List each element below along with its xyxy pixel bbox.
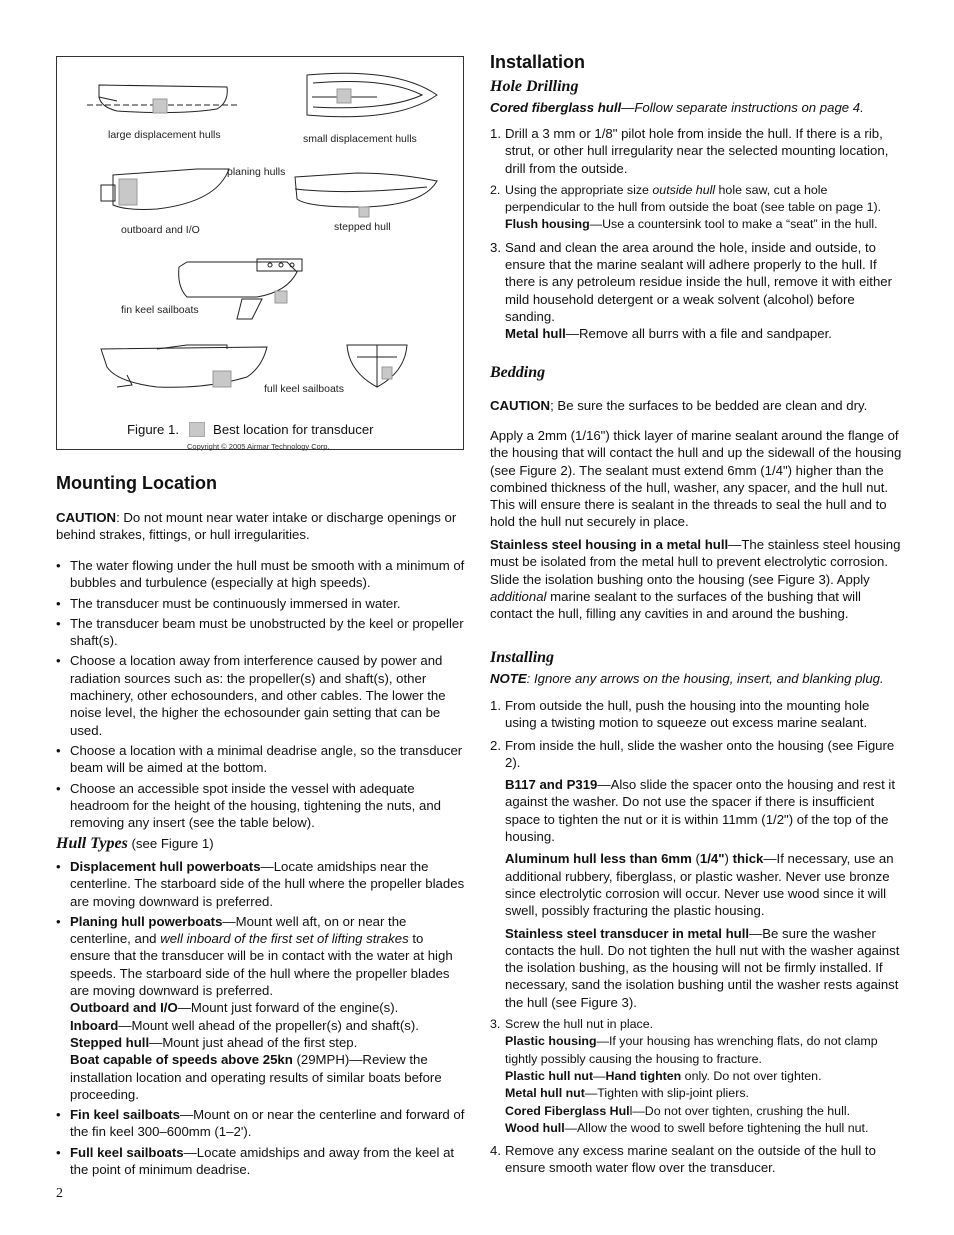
full-keel-sailboat-drawing	[101, 345, 407, 387]
small-displacement-hull-drawing	[307, 73, 437, 117]
list-item: • The transducer must be continuously immersed in water.	[56, 595, 466, 612]
hull-types-list	[56, 858, 466, 1178]
list-item: • Full keel sailboats—Locate amidships and away from the keel at the point of minimum deadrise.	[56, 1144, 466, 1179]
installing-steps	[490, 697, 902, 1177]
installation-heading: Installation	[490, 52, 586, 72]
cored-hull-note: Cored fiberglass hull—Follow separate instructions on page 4.	[490, 100, 864, 115]
label-stepped-hull: stepped hull	[334, 221, 391, 233]
transducer-location-swatch	[189, 422, 205, 437]
list-item: 3. Screw the hull nut in place. Plastic housing—If your housing has wrenching flats, do not clamp tightly possibly causing the housing to fracture. Plastic hull nut—Hand tighten only. Do not over tighten. Metal hull nut—Tighten with slip-joint pliers. Cored Fiberglass Hull—Do not over tighten, crushing the hull. Wood hull—Allow the wood to swell before tightening the hull nut.	[490, 1017, 878, 1135]
hole-drilling-steps	[490, 125, 902, 343]
list-item: 2. From inside the hull, slide the washer onto the housing (see Figure 2). B117 and P319—Also slide the spacer onto the housing and rest it against the washer. Do not use the spacer if there is insufficient space to tighten the nut or it is within 11mm (1/2") of the top of the housing. Aluminum hull less than 6mm (1/4") thick—If necessary, use an additional rubbery, fiberglass, or plastic washer. Never use bronze since electrolytic corrosion will occur. Never use wood since it will swell, possibly fracturing the plastic housing. Stainless steel transducer in metal hull—Be sure the washer contacts the hull. Do not tighten the hull nut with the washer against the isolation bushing, as the housing will not be firmly installed. If necessary, sand the isolation bushing until the washer rests against the hull (see Figure 3).	[490, 737, 900, 1010]
mounting-bullet-list	[56, 557, 466, 831]
label-large-displacement-hulls: large displacement hulls	[108, 129, 221, 141]
list-item: 3. Sand and clean the area around the hole, inside and outside, to ensure that the marine sealant will adhere properly to the hull. If there is any petroleum residue inside the hull, remove it with either mild household detergent or a weak solvent (alcohol) before sanding. Metal hull—Remove all burrs with a file and sandpaper.	[490, 239, 893, 342]
bedding-caution: CAUTION; Be sure the surfaces to be bedded are clean and dry.	[490, 398, 868, 413]
list-item: • Choose a location with a minimal deadrise angle, so the transducer beam will be aimed at the bottom.	[56, 742, 466, 777]
list-item: • Choose a location away from interference caused by power and radiation sources such as: the propeller(s) and shaft(s), other machinery, other echosounders, and other cables. The lower the noise level, the higher the echosounder gain setting that can be used.	[56, 652, 466, 738]
figure-1	[56, 56, 464, 450]
label-small-displacement-hulls: small displacement hulls	[303, 133, 417, 145]
list-item: • Choose an accessible spot inside the vessel with adequate headroom for the height of the housing, tightening the nuts, and removing any insert (see the table below).	[56, 780, 466, 832]
bedding-heading: Bedding	[490, 364, 546, 381]
list-item: • The water flowing under the hull must be smooth with a minimum of bubbles and turbulence (especially at high speeds).	[56, 557, 466, 592]
hole-drilling-heading: Hole Drilling	[490, 78, 579, 95]
label-fin-keel: fin keel sailboats	[121, 304, 199, 316]
hull-illustrations	[57, 57, 463, 449]
mounting-caution: CAUTION: Do not mount near water intake or discharge openings or behind strakes, fittings, or hull irregularities.	[56, 510, 457, 543]
figure-number: Figure 1.	[127, 422, 180, 437]
hull-types-heading: Hull Types (see Figure 1)	[56, 835, 214, 852]
stainless-steel-paragraph: Stainless steel housing in a metal hull—The stainless steel housing must be isolated from the metal hull to prevent electrolytic corrosion. Slide the isolation bushing onto the housing (see Figure 3). Apply additional marine sealant to the surfaces of the bushing that will contact the hull, filling any cavities in and around the bushing.	[490, 537, 901, 622]
list-item: • Displacement hull powerboats—Locate amidships near the centerline. The starboard side of the hull where the propeller blades are moving downward is preferred.	[56, 858, 466, 910]
list-item: 1. Drill a 3 mm or 1/8" pilot hole from inside the hull. If there is a rib, strut, or other hull irregularity near the selected mounting location, drill from the outside.	[490, 126, 889, 176]
large-displacement-hull-drawing	[87, 85, 237, 113]
label-outboard: outboard and I/O	[121, 224, 200, 236]
list-item: • The transducer beam must be unobstructed by the keel or propeller shaft(s).	[56, 615, 466, 650]
outboard-hull-drawing	[101, 169, 229, 210]
figure-caption-text: Best location for transducer	[213, 422, 374, 437]
copyright: Copyright © 2005 Airmar Technology Corp.	[187, 442, 330, 451]
list-item: 4. Remove any excess marine sealant on the outside of the hull to ensure smooth water flow over the transducer.	[490, 1143, 876, 1176]
mounting-location-heading: Mounting Location	[56, 473, 217, 493]
label-full-keel: full keel sailboats	[264, 383, 344, 395]
list-item: • Fin keel sailboats—Mount on or near the centerline and forward of the fin keel 300–600mm (1–2').	[56, 1106, 466, 1141]
label-planing-hulls: planing hulls	[227, 166, 286, 178]
installing-note: NOTE: Ignore any arrows on the housing, insert, and blanking plug.	[490, 671, 884, 686]
list-item: 1. From outside the hull, push the housing into the mounting hole using a twisting motion to squeeze out excess marine sealant.	[490, 698, 870, 731]
list-item: • Planing hull powerboats—Mount well aft, on or near the centerline, and well inboard of the first set of lifting strakes to ensure that the transducer will be in contact with the water at high speeds. The starboard side of the hull where the propeller blades are moving downward is preferred. Outboard and I/O—Mount just forward of the engine(s). Inboard—Mount well ahead of the propeller(s) and shaft(s). Stepped hull—Mount just ahead of the first step. Boat capable of speeds above 25kn (29MPH)—Review the installation location and operating results of similar boats before proceeding.	[56, 913, 466, 1103]
figure-caption	[127, 421, 374, 438]
bedding-paragraph: Apply a 2mm (1/16") thick layer of marine sealant around the flange of the housing that will contact the hull and up the sidewall of the housing (see Figure 2). The sealant must extend 6mm (1/4") higher than the combined thickness of the hull, washer, any spacer, and the hull nut. This will ensure there is sealant in the threads to seal the hull and to hold the hull nut securely in place.	[490, 428, 902, 530]
list-item: 2. Using the appropriate size outside hull hole saw, cut a hole perpendicular to the hull from outside the boat (see table on page 1). Flush housing—Use a countersink tool to make a “seat” in the hull.	[490, 182, 882, 232]
installing-heading: Installing	[490, 649, 555, 666]
stepped-hull-drawing	[295, 173, 437, 217]
page-number: 2	[56, 1186, 63, 1201]
